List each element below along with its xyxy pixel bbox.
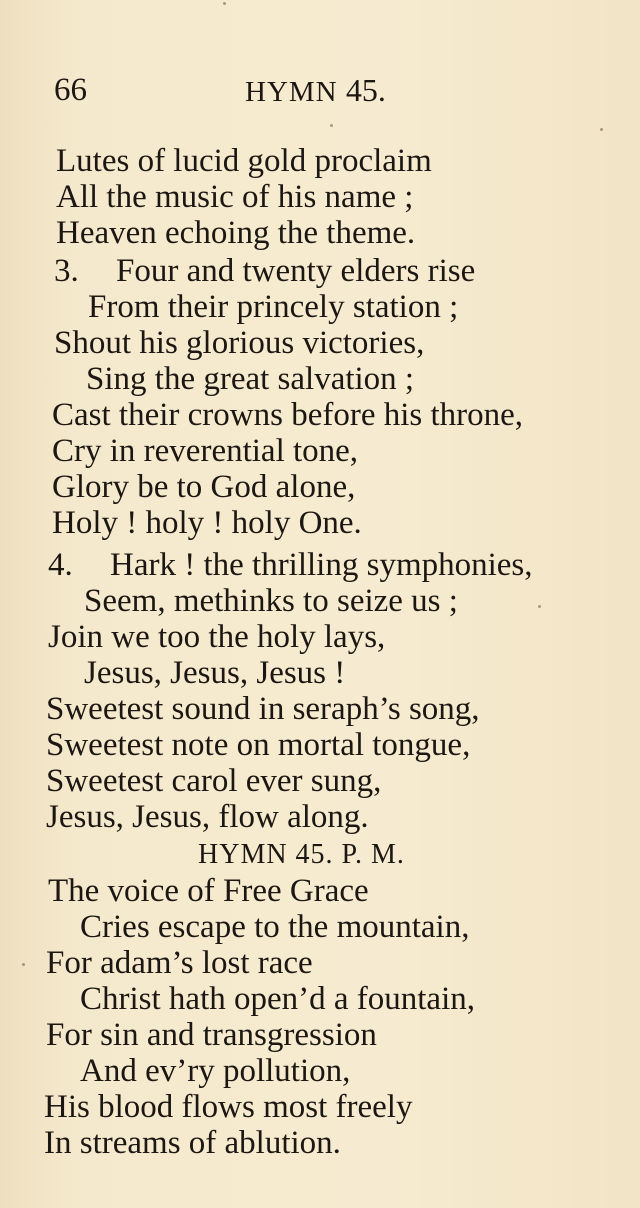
- hymn-line: Cries escape to the mountain,: [80, 909, 470, 945]
- ink-speck: [22, 963, 25, 966]
- verse-line: Cry in reverential tone,: [52, 433, 359, 469]
- verse-line: Shout his glorious victories,: [54, 325, 425, 361]
- verse-first-line: Hark ! the thrilling symphonies,: [110, 547, 533, 583]
- verse-line: Cast their crowns before his throne,: [52, 397, 524, 433]
- verse-first-line: Four and twenty elders rise: [116, 253, 476, 289]
- hymn-line: His blood flows most freely: [44, 1089, 413, 1125]
- verse-line: Heaven echoing the theme.: [56, 215, 416, 251]
- verse-line: Seem, methinks to seize us ;: [84, 583, 458, 619]
- hymn-line: For sin and transgression: [46, 1017, 377, 1053]
- verse-number: 3.: [54, 253, 79, 289]
- verse-line: Jesus, Jesus, flow along.: [46, 799, 369, 835]
- hymn-line: And ev’ry pollution,: [80, 1053, 351, 1089]
- verse-line: Sweetest sound in seraph’s song,: [46, 691, 480, 727]
- verse-line: Sing the great salvation ;: [86, 361, 415, 397]
- verse-line: All the music of his name ;: [56, 179, 414, 215]
- hymn-line: In streams of ablution.: [44, 1125, 341, 1161]
- hymn-heading: HYMN 45. P. M.: [198, 839, 405, 870]
- verse-line: Lutes of lucid gold proclaim: [56, 143, 432, 179]
- verse-line: From their princely station ;: [88, 289, 459, 325]
- verse-line: Sweetest carol ever sung,: [46, 763, 382, 799]
- verse-line: Holy ! holy ! holy One.: [52, 505, 362, 541]
- hymn-line: The voice of Free Grace: [48, 873, 369, 909]
- running-head: [245, 68, 386, 114]
- verse-line: Sweetest note on mortal tongue,: [46, 727, 471, 763]
- hymn-line: Christ hath open’d a fountain,: [80, 981, 476, 1017]
- ink-speck: [538, 605, 541, 608]
- ink-speck: [600, 128, 603, 131]
- verse-line: Jesus, Jesus, Jesus !: [84, 655, 346, 691]
- verse-line: Join we too the holy lays,: [48, 619, 386, 655]
- verse-line: Glory be to God alone,: [52, 469, 356, 505]
- running-head-number: 45.: [345, 72, 386, 108]
- hymn-line: For adam’s lost race: [46, 945, 313, 981]
- page-header: [0, 68, 640, 112]
- ink-speck: [223, 2, 226, 5]
- verse-number: 4.: [48, 547, 73, 583]
- running-head-label: HYMN: [245, 76, 338, 108]
- page-number: 66: [54, 72, 87, 108]
- ink-speck: [330, 124, 333, 127]
